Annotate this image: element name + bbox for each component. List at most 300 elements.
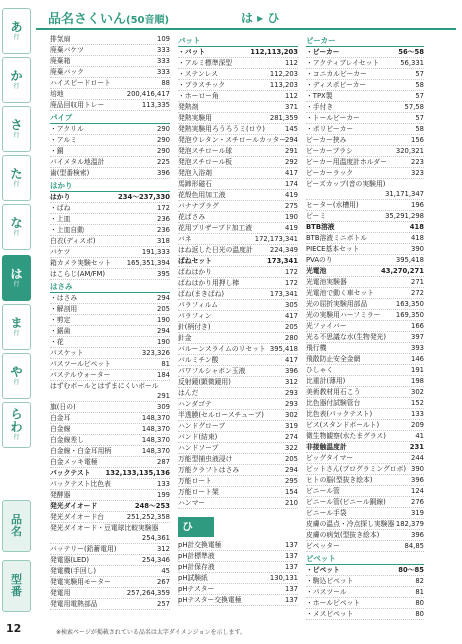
entry-pages: 396: [411, 531, 424, 539]
entry-pages: 397: [411, 333, 424, 341]
entry-pages: 318: [157, 237, 170, 245]
entry-term: パワフルシャボン玉液: [178, 367, 246, 375]
index-entry: [178, 366, 298, 377]
index-entry: [50, 599, 170, 610]
entry-term: パックテスト比色表: [50, 480, 111, 488]
entry-pages: 396: [411, 476, 424, 484]
entry-term: 発熱実験用ろうろうミ(ロウ): [178, 125, 265, 133]
index-entry: [50, 293, 170, 304]
index-entry: [306, 233, 424, 244]
entry-term: 発電用: [50, 589, 71, 597]
entry-pages: 174: [285, 180, 298, 188]
index-entry: [50, 381, 170, 402]
entry-term: ・銅: [50, 147, 64, 155]
index-entry: [178, 212, 298, 223]
entry-pages: 182,379: [395, 520, 424, 528]
entry-term: 白金メッキ電極: [50, 458, 98, 466]
entry-pages: 82: [415, 577, 424, 585]
index-entry: [306, 365, 424, 376]
entry-term: ・アクティブレイセット: [306, 59, 380, 67]
sidebar-tab-1[interactable]: [2, 57, 31, 103]
entry-term: 花用プリザーブド加工液: [178, 224, 253, 232]
entry-pages: 57: [415, 114, 424, 122]
index-entry: [178, 311, 298, 322]
sidebar-tab-7[interactable]: [2, 353, 31, 399]
entry-pages: 236: [157, 215, 170, 223]
page-number: 12: [6, 622, 22, 635]
index-entry: [50, 348, 170, 359]
header-rule: [36, 28, 456, 30]
index-entry: [306, 124, 424, 135]
index-entry: [178, 289, 298, 300]
entry-term: ・はさみ: [50, 294, 78, 302]
entry-pages: 172,173,341: [254, 235, 298, 243]
index-entry: [178, 344, 298, 355]
entry-term: ビニール手袋: [306, 509, 347, 517]
entry-pages: 280: [285, 334, 298, 342]
entry-pages: 130,131: [269, 574, 298, 582]
sidebar-tab-3[interactable]: [2, 155, 31, 201]
entry-pages: 312: [157, 545, 170, 553]
entry-pages: 112: [285, 92, 298, 100]
index-entry: [178, 146, 298, 157]
entry-pages: 205: [285, 323, 298, 331]
entry-term: 飛行機: [306, 344, 327, 352]
entry-term: ・ピペット: [306, 566, 340, 574]
index-entry: [178, 333, 298, 344]
index-entry: [306, 587, 424, 598]
entry-pages: 291: [157, 392, 170, 400]
sidebar-tab-suffix: 行: [13, 280, 20, 288]
index-entry: [50, 304, 170, 315]
entry-pages: 309: [157, 403, 170, 411]
entry-term: BTB溶液: [306, 223, 335, 231]
entry-term: 馬蹄形磁石: [178, 180, 212, 188]
entry-term: ハイスピードロート: [50, 79, 111, 87]
sidebar-tab-label: や: [10, 364, 23, 379]
entry-pages: 254,361: [141, 534, 170, 542]
entry-pages: 257: [157, 600, 170, 608]
sidebar-tab-label: 型 番: [11, 573, 22, 598]
entry-term: 比色表(パックテスト): [306, 410, 373, 418]
section-heading: ピペット: [306, 553, 424, 565]
sidebar-tab-suffix: 行: [13, 229, 20, 237]
entry-term: パックテスト: [50, 469, 91, 477]
entry-pages: 152: [411, 399, 424, 407]
entry-term: 発泡スチロール板: [178, 158, 233, 166]
entry-term: 万能ロート: [178, 477, 212, 485]
entry-term: バルミチン酸: [178, 356, 219, 364]
sidebar-tab-6[interactable]: [2, 304, 31, 350]
index-entry: [306, 420, 424, 431]
entry-term: 発光ダイオード・豆電球比較実験器: [50, 524, 159, 532]
index-entry: [50, 236, 170, 247]
page-subtitle: (50音順): [126, 15, 170, 26]
index-entry: [178, 113, 298, 124]
index-entry: [50, 501, 170, 512]
sidebar-tab-suffix: 行: [13, 131, 20, 139]
entry-term: 発熱実験用: [178, 114, 212, 122]
entry-term: ビーカー用温度計ホルダー: [306, 158, 387, 166]
entry-term: ・花: [50, 338, 64, 346]
entry-term: ビーズカップ(音の実験用): [306, 180, 386, 188]
entry-pages: 56,331: [400, 59, 424, 67]
index-entry: [306, 431, 424, 442]
entry-pages: 257,264,359: [126, 589, 170, 597]
entry-term: ビニール管(ビニール銅線): [306, 498, 386, 506]
entry-term: ・ホールピペット: [306, 599, 361, 607]
entry-pages: 294: [285, 466, 298, 474]
entry-term: バネ: [178, 235, 192, 243]
entry-term: pH試験紙: [178, 574, 208, 582]
index-entry: [306, 343, 424, 354]
index-entry: [178, 487, 298, 498]
entry-term: ・ポリビーカー: [306, 125, 354, 133]
sidebar-tab-suffix: 行: [13, 378, 20, 386]
entry-term: ひしゃく: [306, 366, 334, 374]
entry-term: ・ホーロー角: [178, 92, 219, 100]
entry-pages: 248〜253: [134, 502, 170, 510]
index-entry: [50, 124, 170, 135]
entry-term: 万能クラフトはさみ: [178, 466, 240, 474]
entry-pages: 137: [285, 585, 298, 593]
entry-term: pHテスター交換電極: [178, 596, 242, 604]
index-entry: [306, 277, 424, 288]
index-entry: [178, 421, 298, 432]
sidebar-tab-2[interactable]: [2, 106, 31, 152]
entry-pages: 395: [157, 270, 170, 278]
entry-pages: 209: [411, 421, 424, 429]
entry-pages: 320,321: [395, 147, 424, 155]
entry-pages: 254,346: [141, 556, 170, 564]
index-entry: [50, 67, 170, 78]
index-column-1: [50, 34, 170, 610]
index-entry: [306, 168, 424, 179]
entry-term: ・駒込ピペット: [306, 577, 354, 585]
index-entry: [306, 497, 424, 508]
entry-term: ハンマー: [178, 499, 206, 507]
index-entry: [178, 562, 298, 573]
index-entry: [306, 354, 424, 365]
index-entry: [306, 179, 424, 200]
entry-pages: 196: [411, 201, 424, 209]
index-entry: [178, 69, 298, 80]
entry-term: パラフィルム: [178, 301, 218, 309]
index-entry: [306, 91, 424, 102]
entry-pages: 109: [157, 35, 170, 43]
index-entry: [50, 337, 170, 348]
sidebar-tab-label: は: [10, 266, 23, 281]
index-entry: [50, 78, 170, 89]
entry-pages: 281,359: [269, 114, 298, 122]
entry-term: ・アルミ: [50, 136, 77, 144]
entry-term: 花ばさみ: [178, 213, 206, 221]
entry-term: 比重計(薄用): [306, 377, 346, 385]
sidebar-tab-suffix: 行: [13, 180, 20, 188]
entry-term: はんだ: [178, 389, 199, 397]
entry-term: 万能型捕虫液浸け: [178, 455, 233, 463]
entry-term: はずむボールとはずまにくいボール: [50, 382, 159, 390]
entry-pages: 80: [415, 610, 424, 618]
entry-pages: 132,133,135,136: [105, 469, 170, 477]
entry-term: PVAのり: [306, 256, 333, 264]
index-entry: [178, 135, 298, 146]
entry-pages: 172: [285, 279, 298, 287]
index-entry: [50, 359, 170, 370]
entry-pages: 231: [409, 443, 424, 451]
entry-pages: 57,58: [404, 103, 424, 111]
sidebar-tab-9[interactable]: [2, 500, 31, 552]
entry-term: バイメタル地温計: [50, 158, 105, 166]
entry-pages: 371: [285, 103, 298, 111]
entry-pages: 294: [157, 327, 170, 335]
sidebar-tab-label: ら わ: [10, 407, 23, 434]
entry-term: 光の実験用ハーフミラー: [306, 311, 381, 319]
index-entry: [178, 157, 298, 168]
sidebar-tab-5[interactable]: [2, 255, 31, 301]
entry-pages: 417: [285, 356, 298, 364]
index-entry: [306, 321, 424, 332]
entry-term: ・鋸歯: [50, 327, 71, 335]
entry-pages: 137: [285, 596, 298, 604]
index-entry: [50, 34, 170, 45]
entry-pages: 322: [285, 444, 298, 452]
entry-term: ・アクリル: [50, 125, 84, 133]
sidebar-tab-suffix: 行: [13, 33, 20, 41]
sidebar-tab-10[interactable]: [2, 560, 31, 612]
entry-pages: 333: [157, 57, 170, 65]
section-heading: ビーカー: [306, 35, 424, 47]
entry-pages: 58: [415, 125, 424, 133]
index-entry: [306, 598, 424, 609]
entry-pages: 137: [285, 541, 298, 549]
index-entry: [306, 464, 424, 475]
entry-term: 針(柄付き): [178, 323, 211, 331]
entry-term: ヒーター(水槽用): [306, 201, 359, 209]
entry-pages: 294: [285, 136, 298, 144]
entry-pages: 393: [411, 344, 424, 352]
entry-term: バッテリー(鉛蓄電用): [50, 545, 117, 553]
sidebar-tab-suffix: 行: [13, 329, 20, 337]
entry-pages: 290: [157, 147, 170, 155]
entry-term: 比色器付試験管台: [306, 399, 361, 407]
entry-pages: 80〜85: [398, 566, 424, 574]
entry-pages: 205: [157, 305, 170, 313]
index-entry: [178, 124, 298, 135]
index-entry: [306, 530, 424, 541]
entry-pages: 148,370: [141, 425, 170, 433]
index-entry: [178, 432, 298, 443]
entry-pages: 333: [157, 46, 170, 54]
entry-term: 万能ロート架: [178, 488, 219, 496]
index-entry: [178, 377, 298, 388]
sidebar-tab-4[interactable]: [2, 204, 31, 250]
entry-term: ヒトの脳(型抜き絵本): [306, 476, 373, 484]
index-entry: [178, 399, 298, 410]
entry-pages: 396: [157, 169, 170, 177]
index-entry: [50, 247, 170, 258]
section-heading: はかり: [50, 180, 170, 192]
index-entry: [306, 453, 424, 464]
entry-term: ばねセット: [178, 257, 212, 265]
entry-term: ビーカーラック: [306, 169, 354, 177]
entry-term: ビッグタイマー: [306, 454, 354, 462]
entry-pages: 323: [411, 169, 424, 177]
entry-pages: 333: [157, 68, 170, 76]
index-entry: [50, 168, 170, 179]
index-entry: [50, 588, 170, 599]
entry-pages: 272: [411, 289, 424, 297]
index-entry: [178, 355, 298, 366]
entry-term: ばねはかり: [178, 268, 212, 276]
entry-pages: 224,349: [269, 246, 298, 254]
page-header: [36, 8, 456, 30]
entry-term: 反射鏡(顕微鏡用): [178, 378, 231, 386]
entry-pages: 81: [415, 588, 424, 596]
entry-pages: 45: [161, 567, 170, 575]
index-entry: [306, 58, 424, 69]
entry-term: pH計保存液: [178, 563, 215, 571]
section-heading: パイプ: [50, 112, 170, 124]
entry-term: PIECE基本セット: [306, 245, 360, 253]
entry-term: 光ファイバー: [306, 322, 347, 330]
index-entry: [50, 157, 170, 168]
entry-pages: 302: [411, 388, 424, 396]
index-entry: [306, 113, 424, 124]
entry-term: 廃棄箱: [50, 57, 71, 65]
entry-term: 発泡入浴剤: [178, 169, 212, 177]
sidebar-tab-label: か: [10, 68, 23, 83]
entry-pages: 112,113,203: [250, 48, 298, 56]
index-entry: [306, 102, 424, 113]
entry-pages: 390: [411, 465, 424, 473]
entry-term: ピットさん(プログラミングロボ): [306, 465, 407, 473]
index-entry: [306, 244, 424, 255]
entry-pages: 35,291,298: [385, 212, 424, 220]
index-entry: [306, 135, 424, 146]
entry-pages: 275: [285, 202, 298, 210]
entry-term: はかり: [50, 193, 71, 201]
entry-term: ビニール管: [306, 487, 340, 495]
entry-pages: 319: [285, 422, 298, 430]
entry-pages: 418: [411, 234, 424, 242]
entry-term: 箱カメラ実験セット: [50, 259, 112, 267]
index-entry: [178, 388, 298, 399]
entry-pages: 290: [157, 136, 170, 144]
entry-term: 光る不思議な水(生物発光): [306, 333, 387, 341]
entry-pages: 271: [411, 278, 424, 286]
entry-term: ・TPX製: [306, 92, 333, 100]
index-column-3: [306, 34, 424, 620]
entry-pages: 191,333: [141, 248, 170, 256]
entry-term: ・手付き: [306, 103, 334, 111]
index-entry: [50, 203, 170, 214]
entry-pages: 173,341: [267, 257, 298, 265]
index-entry: [178, 584, 298, 595]
entry-pages: 172: [285, 268, 298, 276]
entry-pages: 156: [411, 136, 424, 144]
index-entry: [306, 200, 424, 211]
index-entry: [306, 157, 424, 168]
index-entry: [178, 245, 298, 256]
index-entry: [178, 256, 298, 267]
sidebar-tab-0[interactable]: [2, 8, 31, 54]
entry-pages: 165,351,394: [126, 259, 170, 267]
entry-pages: 146: [411, 355, 424, 363]
index-entry: [50, 424, 170, 435]
index-entry: [178, 498, 298, 509]
entry-pages: 173,341: [269, 290, 298, 298]
index-entry: [306, 211, 424, 222]
entry-pages: 112: [285, 59, 298, 67]
index-entry: [306, 266, 424, 277]
index-entry: [306, 146, 424, 157]
entry-term: 発電機(手回し): [50, 567, 97, 575]
index-entry: [306, 47, 424, 58]
entry-term: パラフィン: [178, 312, 212, 320]
entry-term: ・ステンレス: [178, 70, 218, 78]
index-entry: [306, 576, 424, 587]
entry-term: 廃品回収用トレー: [50, 101, 105, 109]
index-entry: [178, 476, 298, 487]
index-entry: [50, 315, 170, 326]
index-entry: [306, 255, 424, 266]
entry-term: 花殻色用加工液: [178, 191, 226, 199]
index-entry: [178, 300, 298, 311]
entry-term: ビペッター: [306, 542, 340, 550]
entry-term: 半透膜(セルロースチューブ): [178, 411, 264, 419]
entry-term: 白衣(ディスポ): [50, 237, 96, 245]
index-entry: [306, 288, 424, 299]
entry-term: 皮膚の温点・冷点探し実験器: [306, 520, 395, 528]
entry-pages: 292: [285, 158, 298, 166]
index-entry: [306, 222, 424, 233]
entry-pages: 137: [285, 563, 298, 571]
index-entry: [50, 45, 170, 56]
entry-term: ビーカーブラシ: [306, 147, 353, 155]
entry-term: 光電池: [306, 267, 327, 275]
entry-pages: 57: [415, 92, 424, 100]
index-entry: [178, 443, 298, 454]
entry-term: 発熱剤: [178, 103, 199, 111]
entry-pages: 319: [411, 509, 424, 517]
sidebar-tab-label: あ: [10, 19, 23, 34]
sidebar-tab-8[interactable]: [2, 402, 31, 448]
index-entry: [50, 370, 170, 381]
index-entry: [178, 223, 298, 234]
index-entry: [306, 508, 424, 519]
entry-pages: 84,85: [404, 542, 424, 550]
index-entry: [50, 326, 170, 337]
index-entry: [178, 595, 298, 606]
entry-pages: 190: [285, 213, 298, 221]
entry-term: バケツ: [50, 248, 71, 256]
entry-term: 白金線差し: [50, 436, 84, 444]
entry-term: BTB溶液ミニボトル: [306, 234, 368, 242]
entry-pages: 302: [285, 411, 298, 419]
entry-term: ばねはかり用押し棒: [178, 279, 240, 287]
page-title: 品名さくいん(50音順): [48, 12, 170, 27]
sidebar-tab-label: た: [10, 166, 23, 181]
entry-pages: 291: [285, 147, 298, 155]
index-entry: [50, 435, 170, 446]
index-entry: [50, 146, 170, 157]
entry-term: ・プラスチック: [178, 81, 226, 89]
entry-pages: 293: [285, 389, 298, 397]
entry-pages: 191: [411, 366, 424, 374]
entry-pages: 113,203: [269, 81, 298, 89]
entry-term: 皮膚の病気(型抜き絵本): [306, 531, 380, 539]
